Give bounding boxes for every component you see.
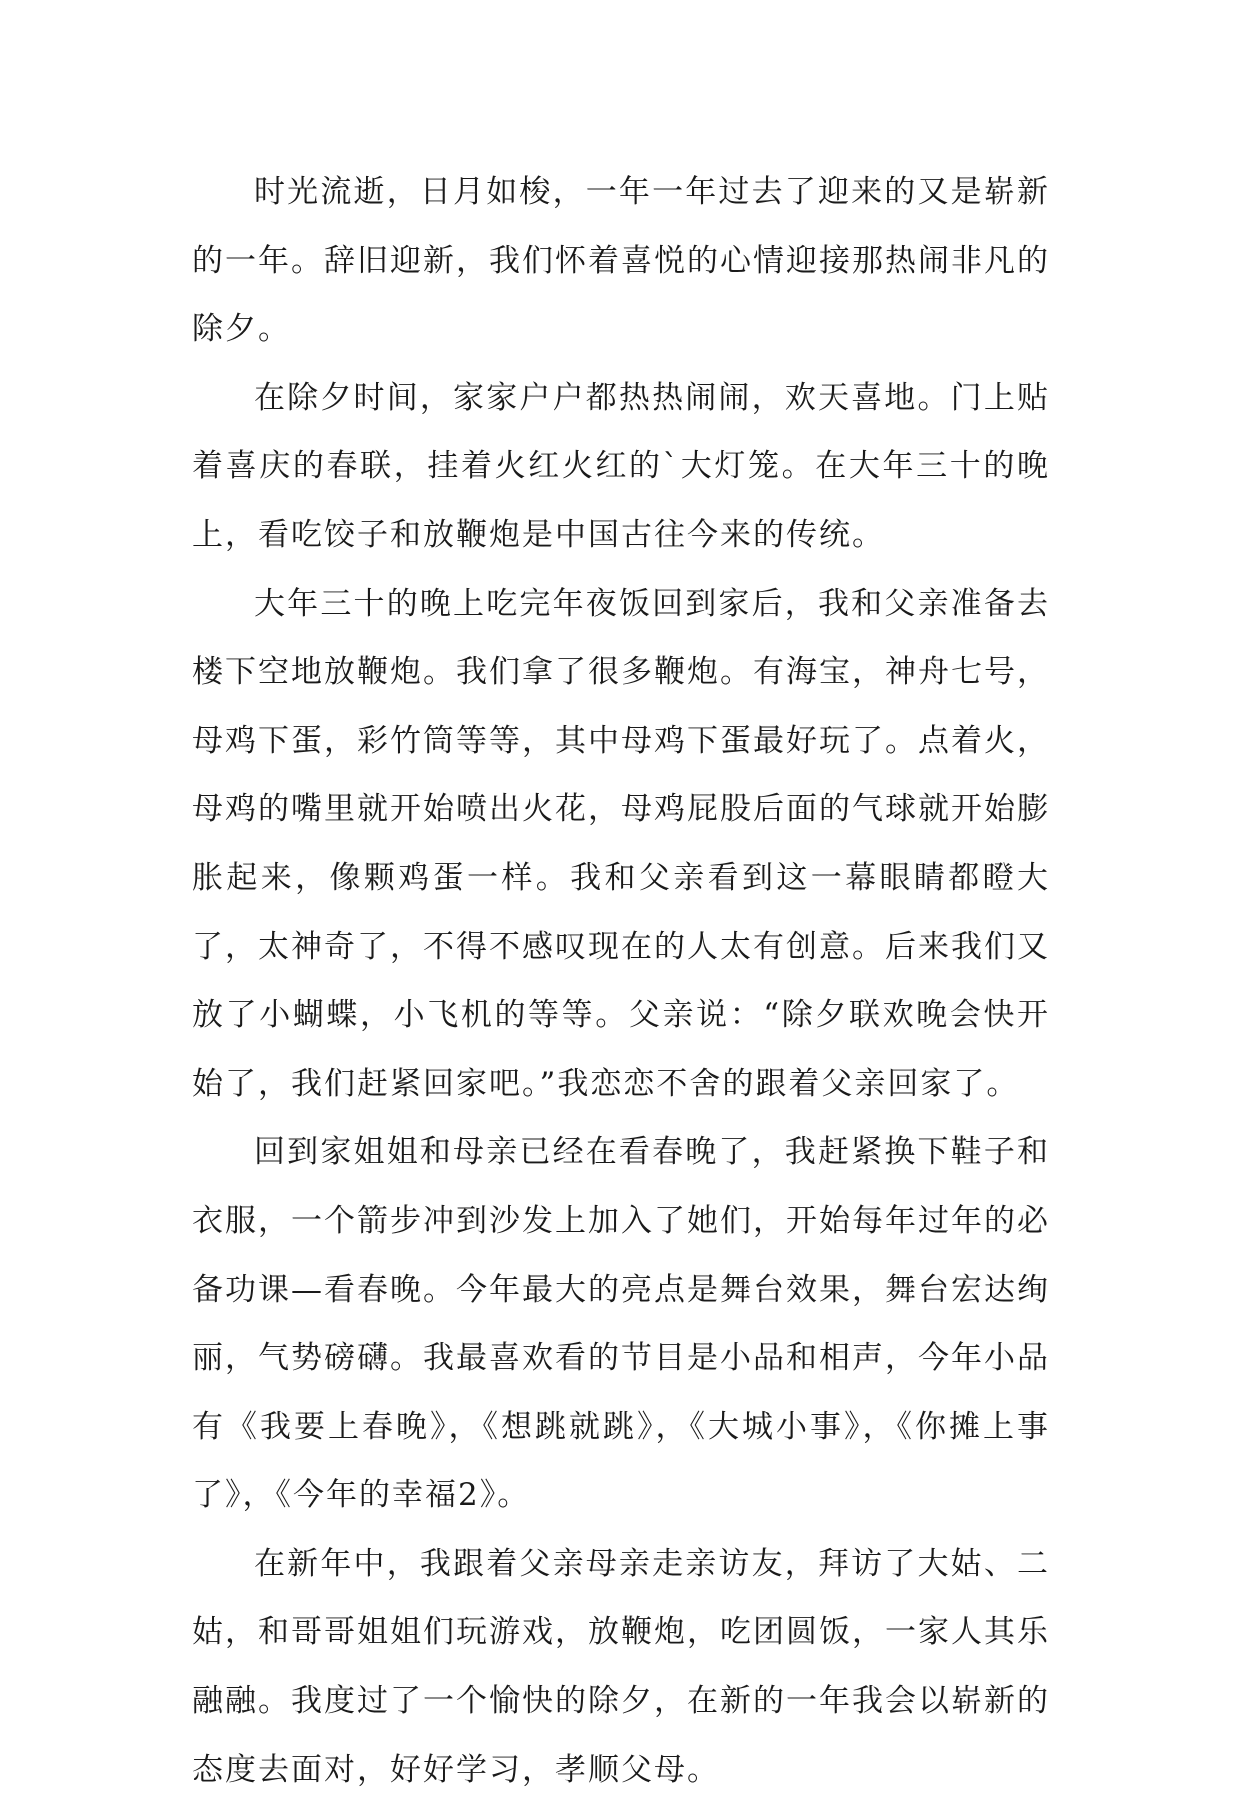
paragraph-5: 在新年中，我跟着父亲母亲走亲访友，拜访了大姑、二姑，和哥哥姐姐们玩游戏，放鞭炮，吃团圆饭，一家人其乐融融。我度过了一个愉快的除夕，在新的一年我会以崭新的态度去面对，好好学习，孝顺父母。 bbox=[192, 1545, 1050, 1788]
document-body bbox=[192, 158, 1050, 1804]
paragraph-2: 在除夕时间，家家户户都热热闹闹，欢天喜地。门上贴着喜庆的春联，挂着火红火红的`大灯笼。在大年三十的晚上，看吃饺子和放鞭炮是中国古往今来的传统。 bbox=[192, 379, 1050, 553]
paragraph-1: 时光流逝，日月如梭，一年一年过去了迎来的又是崭新的一年。辞旧迎新，我们怀着喜悦的心情迎接那热闹非凡的除夕。 bbox=[192, 174, 1050, 348]
paragraph-4: 回到家姐姐和母亲已经在看春晚了，我赶紧换下鞋子和衣服，一个箭步冲到沙发上加入了她们，开始每年过年的必备功课—看春晚。今年最大的亮点是舞台效果，舞台宏达绚丽，气势磅礴。我最喜欢看的节目是小品和相声，今年小品有《我要上春晚》，《想跳就跳》，《大城小事》，《你摊上事了》，《今年的幸福2》。 bbox=[192, 1134, 1050, 1514]
paragraph-3: 大年三十的晚上吃完年夜饭回到家后，我和父亲准备去楼下空地放鞭炮。我们拿了很多鞭炮。有海宝，神舟七号，母鸡下蛋，彩竹筒等等，其中母鸡下蛋最好玩了。点着火，母鸡的嘴里就开始喷出火花，母鸡屁股后面的气球就开始膨胀起来，像颗鸡蛋一样。我和父亲看到这一幕眼睛都瞪大了，太神奇了，不得不感叹现在的人太有创意。后来我们又放了小蝴蝶，小飞机的等等。父亲说：“除夕联欢晚会快开始了，我们赶紧回家吧。”我恋恋不舍的跟着父亲回家了。 bbox=[192, 585, 1050, 1102]
